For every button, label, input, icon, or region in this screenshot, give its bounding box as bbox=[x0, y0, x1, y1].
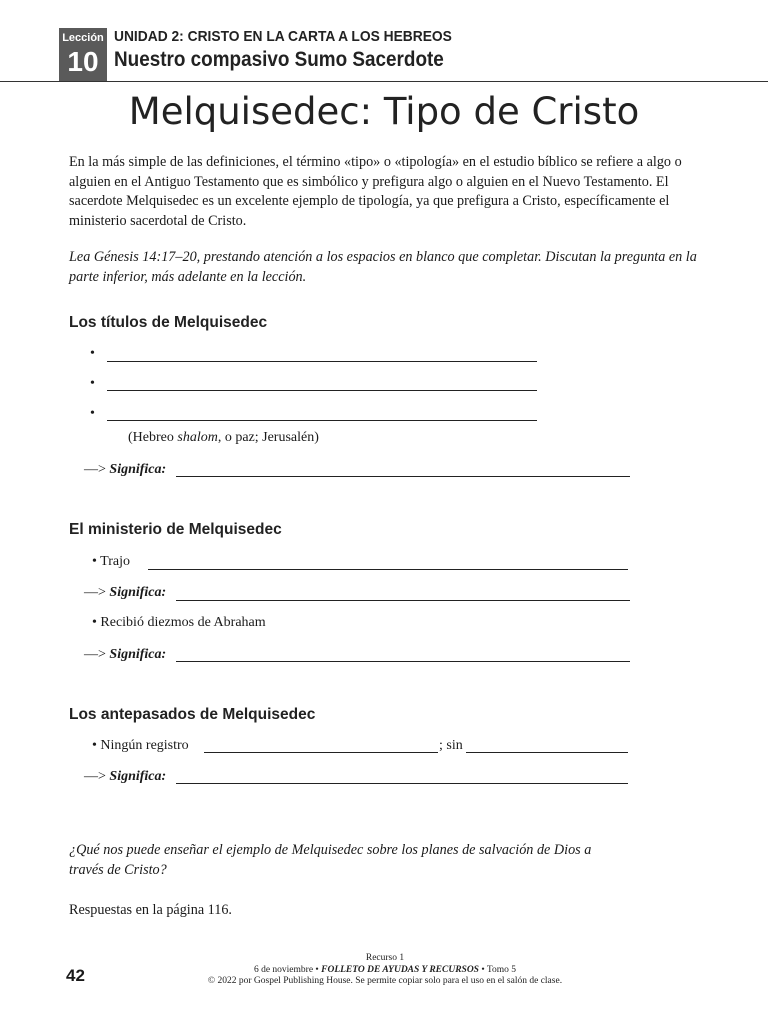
blank-sin[interactable] bbox=[466, 752, 628, 753]
blank-significa-1[interactable] bbox=[176, 476, 630, 477]
lesson-number: 10 bbox=[67, 46, 99, 77]
discussion-question: ¿Qué nos puede enseñar el ejemplo de Melquisedec sobre los planes de salvación de Dios a través de Cristo? bbox=[69, 842, 592, 878]
ancestors-separator: ; sin bbox=[439, 738, 463, 753]
footer-resource: Recurso 1 bbox=[365, 953, 405, 963]
ministry-item-diezmos: • Recibió diezmos de Abraham bbox=[92, 615, 266, 630]
blank-title-2[interactable] bbox=[107, 390, 537, 391]
bullet-2: • bbox=[90, 376, 95, 391]
blank-registro[interactable] bbox=[204, 752, 438, 753]
lesson-title: Nuestro compasivo Sumo Sacerdote bbox=[114, 48, 444, 71]
blank-trajo[interactable] bbox=[148, 569, 628, 570]
footer-publication: 6 de noviembre • FOLLETO DE AYUDAS Y RECURSOS • Tomo 5 bbox=[253, 964, 517, 975]
blank-significa-3[interactable] bbox=[176, 661, 630, 662]
page-number: 42 bbox=[66, 966, 85, 985]
significa-label-1: —> Significa: bbox=[84, 462, 167, 477]
footer bbox=[150, 953, 620, 988]
header-divider bbox=[0, 81, 768, 82]
footer-copyright: © 2022 por Gospel Publishing House. Se permite copiar solo para el uso en el salón de clase. bbox=[207, 976, 563, 986]
page-title: Melquisedec: Tipo de Cristo bbox=[128, 90, 640, 133]
blank-title-3[interactable] bbox=[107, 420, 537, 421]
answers-note: Respuestas en la página 116. bbox=[69, 902, 232, 918]
section-heading-ministry: El ministerio de Melquisedec bbox=[69, 521, 282, 538]
significa-label-4: —> Significa: bbox=[84, 769, 167, 784]
intro-paragraph: En la más simple de las definiciones, el término «tipo» o «tipología» en el estudio bíblico se refiere a algo o alguien en el Antiguo Testamento que es simbólico y prefigura algo o alguien en el Nuevo Testamento. El sacerdote Melquisedec es un excelente ejemplo de tipología, ya que prefigura a Cristo, específicamente el ministerio sacerdotal de Cristo. bbox=[69, 154, 682, 229]
section-heading-titles: Los títulos de Melquisedec bbox=[69, 314, 268, 331]
ancestors-item-registro: • Ningún registro bbox=[92, 738, 189, 753]
blank-significa-2[interactable] bbox=[176, 600, 630, 601]
blank-title-1[interactable] bbox=[107, 361, 537, 362]
section-heading-ancestors: Los antepasados de Melquisedec bbox=[69, 706, 316, 723]
bullet-1: • bbox=[90, 346, 95, 361]
hebrew-note: (Hebreo shalom, o paz; Jerusalén) bbox=[128, 430, 319, 445]
significa-label-3: —> Significa: bbox=[84, 647, 167, 662]
instruction-paragraph: Lea Génesis 14:17–20, prestando atención a los espacios en blanco que completar. Discutan la pregunta en la parte inferior, más adelante en la lección. bbox=[69, 249, 697, 285]
blank-significa-4[interactable] bbox=[176, 783, 628, 784]
lesson-badge bbox=[59, 28, 107, 81]
significa-label-2: —> Significa: bbox=[84, 585, 167, 600]
ministry-item-trajo: • Trajo bbox=[92, 554, 130, 569]
bullet-3: • bbox=[90, 406, 95, 421]
unit-title: UNIDAD 2: CRISTO EN LA CARTA A LOS HEBREOS bbox=[114, 28, 452, 45]
lesson-label: Lección bbox=[62, 32, 104, 44]
